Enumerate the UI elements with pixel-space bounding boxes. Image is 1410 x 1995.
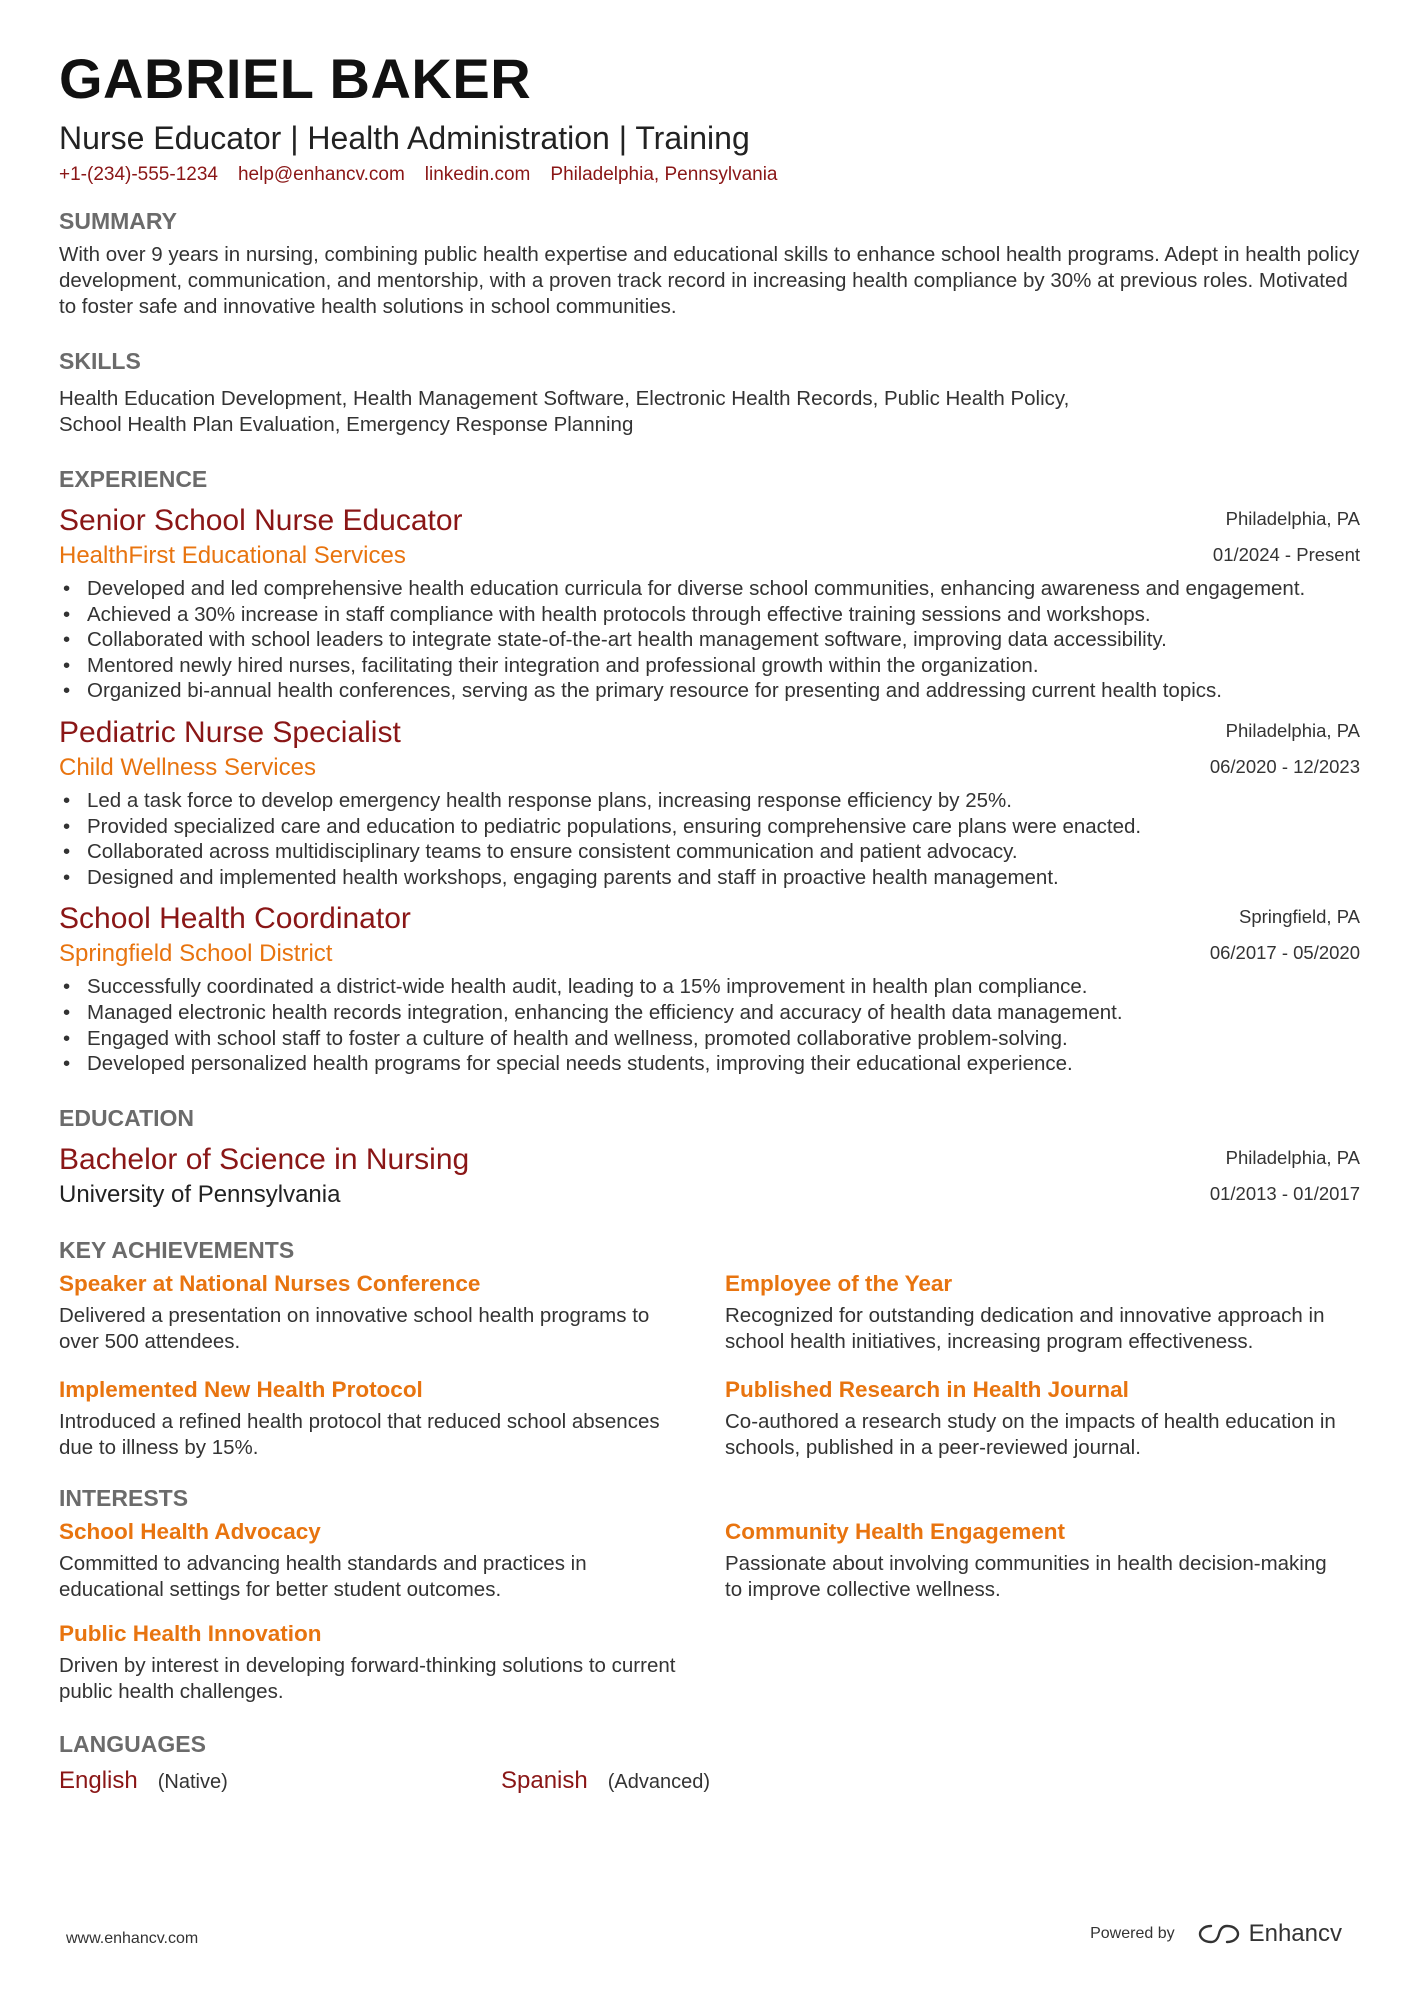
school-name: University of Pennsylvania [59,1180,341,1208]
job-bullet-list [59,788,1360,890]
section-title-achievements: KEY ACHIEVEMENTS [59,1236,295,1263]
language-name: English [59,1766,138,1794]
job-bullet: • Managed electronic health records integration, enhancing the efficiency and accuracy of health data management. [59,1000,1360,1026]
section-title-experience: EXPERIENCE [59,466,208,492]
interest-item [725,1517,1346,1603]
interest-desc: Committed to advancing health standards and practices in educational settings for better student outcomes. [59,1551,587,1601]
skills-line: School Health Plan Evaluation, Emergency Response Planning [59,413,634,436]
job-bullet: • Developed personalized health programs for special needs students, improving their educational experience. [59,1051,1360,1077]
experience-entry-header [59,714,1360,786]
skills-section [59,346,1360,438]
job-dates: 06/2017 - 05/2020 [1209,942,1360,964]
powered-by-label: Powered by [1090,1925,1175,1942]
job-bullet: • Engaged with school staff to foster a culture of health and wellness, promoted collaborative problem-solving. [59,1026,1360,1052]
education-section [59,1103,1360,1213]
language-name: Spanish [501,1766,588,1794]
achievement-item [725,1269,1346,1355]
job-company: Springfield School District [59,940,333,968]
achievement-title: Employee of the Year [725,1270,953,1296]
achievement-item [725,1375,1346,1461]
contact-email[interactable]: help@enhancv.com [237,164,405,185]
experience-entry [59,714,1360,890]
experience-entry [59,900,1360,1076]
job-location: Philadelphia, PA [1225,508,1360,529]
enhancv-logo[interactable] [1197,1920,1342,1948]
summary-text: With over 9 years in nursing, combining public health expertise and educational skills to enhance school health programs. Adept in health policy development, communication, and mentorship, with a proven track record in increasing health compliance by 30% at previous roles. Motivated to foster safe and innovative health solutions in school communities. [59,243,1360,318]
job-dates: 01/2024 - Present [1212,544,1360,565]
language-item [501,1767,943,1795]
interests-section [59,1483,1360,1705]
job-bullet: • Provided specialized care and education to pediatric populations, ensuring comprehensive care plans were enacted. [59,814,1360,840]
job-bullet: • Collaborated with school leaders to integrate state-of-the-art health management software, improving data accessibility. [59,627,1360,653]
job-bullet-list [59,576,1360,704]
job-bullet: • Designed and implemented health workshops, engaging parents and staff in proactive health management. [59,865,1360,891]
footer-branding [1090,1920,1342,1948]
achievement-title: Published Research in Health Journal [725,1376,1129,1402]
job-title: Senior School Nurse Educator [59,504,463,537]
summary-section [59,206,1360,320]
interest-item [59,1517,680,1603]
interest-title: School Health Advocacy [59,1518,321,1544]
job-company: Child Wellness Services [59,753,316,781]
skills-line: Health Education Development, Health Management Software, Electronic Health Records, Public Health Policy, [59,387,1070,410]
achievement-desc: Introduced a refined health protocol that reduced school absences due to illness by 15%. [59,1409,660,1459]
achievement-desc: Delivered a presentation on innovative school health programs to over 500 attendees. [59,1303,650,1353]
footer-website-link[interactable]: www.enhancv.com [66,1930,199,1947]
job-location: Philadelphia, PA [1225,719,1360,741]
candidate-name: GABRIEL BAKER [59,47,532,110]
section-title-education: EDUCATION [59,1104,195,1131]
job-bullet: • Achieved a 30% increase in staff compliance with health protocols through effective training sessions and workshops. [59,602,1360,628]
section-title-languages: LANGUAGES [59,1730,206,1757]
experience-entry-header [59,900,1360,972]
experience-entry [59,502,1360,704]
education-entry [59,1141,1360,1213]
interest-desc: Driven by interest in developing forward-thinking solutions to current public health challenges. [59,1653,676,1703]
job-bullet-list [59,974,1360,1076]
experience-section [59,464,1360,1077]
achievement-desc: Co-authored a research study on the impacts of health education in schools, published in a peer-reviewed journal. [725,1409,1336,1459]
language-level: (Native) [157,1770,228,1793]
contact-location: Philadelphia, Pennsylvania [550,164,778,185]
job-dates: 06/2020 - 12/2023 [1209,755,1360,777]
job-company: HealthFirst Educational Services [59,542,406,569]
section-title-interests: INTERESTS [59,1484,189,1511]
job-title: Pediatric Nurse Specialist [59,715,401,749]
education-dates: 01/2013 - 01/2017 [1209,1182,1360,1204]
candidate-headline: Nurse Educator | Health Administration | Training [59,120,750,156]
job-title: School Health Coordinator [59,902,411,936]
achievement-item [59,1375,680,1461]
interest-title: Public Health Innovation [59,1620,322,1646]
resume-content [59,44,1360,1795]
job-bullet: • Collaborated across multidisciplinary teams to ensure consistent communication and patient advocacy. [59,839,1360,865]
resume-header [59,44,1360,188]
interest-title: Community Health Engagement [725,1518,1066,1544]
job-bullet: • Organized bi-annual health conferences, serving as the primary resource for presenting and addressing current health topics. [59,678,1360,704]
language-item [59,1767,501,1795]
contact-linkedin[interactable]: linkedin.com [424,164,531,185]
languages-row [59,1767,1360,1795]
education-location: Philadelphia, PA [1225,1146,1360,1168]
job-bullet: • Successfully coordinated a district-wide health audit, leading to a 15% improvement in health plan compliance. [59,974,1360,1000]
contact-phone[interactable]: +1-(234)-555-1234 [59,164,218,185]
interest-item [59,1619,680,1705]
achievement-title: Speaker at National Nurses Conference [59,1270,481,1296]
job-bullet: • Developed and led comprehensive health education curricula for diverse school communities, enhancing awareness and engagement. [59,576,1360,602]
section-title-skills: SKILLS [59,348,141,374]
achievements-grid [59,1269,1360,1461]
degree-title: Bachelor of Science in Nursing [59,1142,470,1176]
interests-grid [59,1517,1360,1705]
interest-desc: Passionate about involving communities in health decision-making to improve collective wellness. [725,1551,1327,1601]
contact-row [59,162,1360,188]
section-title-summary: SUMMARY [59,208,177,234]
enhancv-logo-icon [1197,1922,1241,1946]
languages-section [59,1729,1360,1795]
job-bullet: • Led a task force to develop emergency health response plans, increasing response efficiency by 25%. [59,788,1360,814]
language-level: (Advanced) [607,1770,711,1793]
achievement-title: Implemented New Health Protocol [59,1376,423,1402]
job-location: Springfield, PA [1239,906,1360,928]
experience-entry-header [59,502,1360,574]
achievements-section [59,1235,1360,1461]
achievement-item [59,1269,680,1355]
achievement-desc: Recognized for outstanding dedication and innovative approach in school health initiatives, increasing program effectiveness. [725,1303,1325,1353]
brand-name: Enhancv [1248,1920,1342,1947]
job-bullet: • Mentored newly hired nurses, facilitating their integration and professional growth within the organization. [59,653,1360,679]
